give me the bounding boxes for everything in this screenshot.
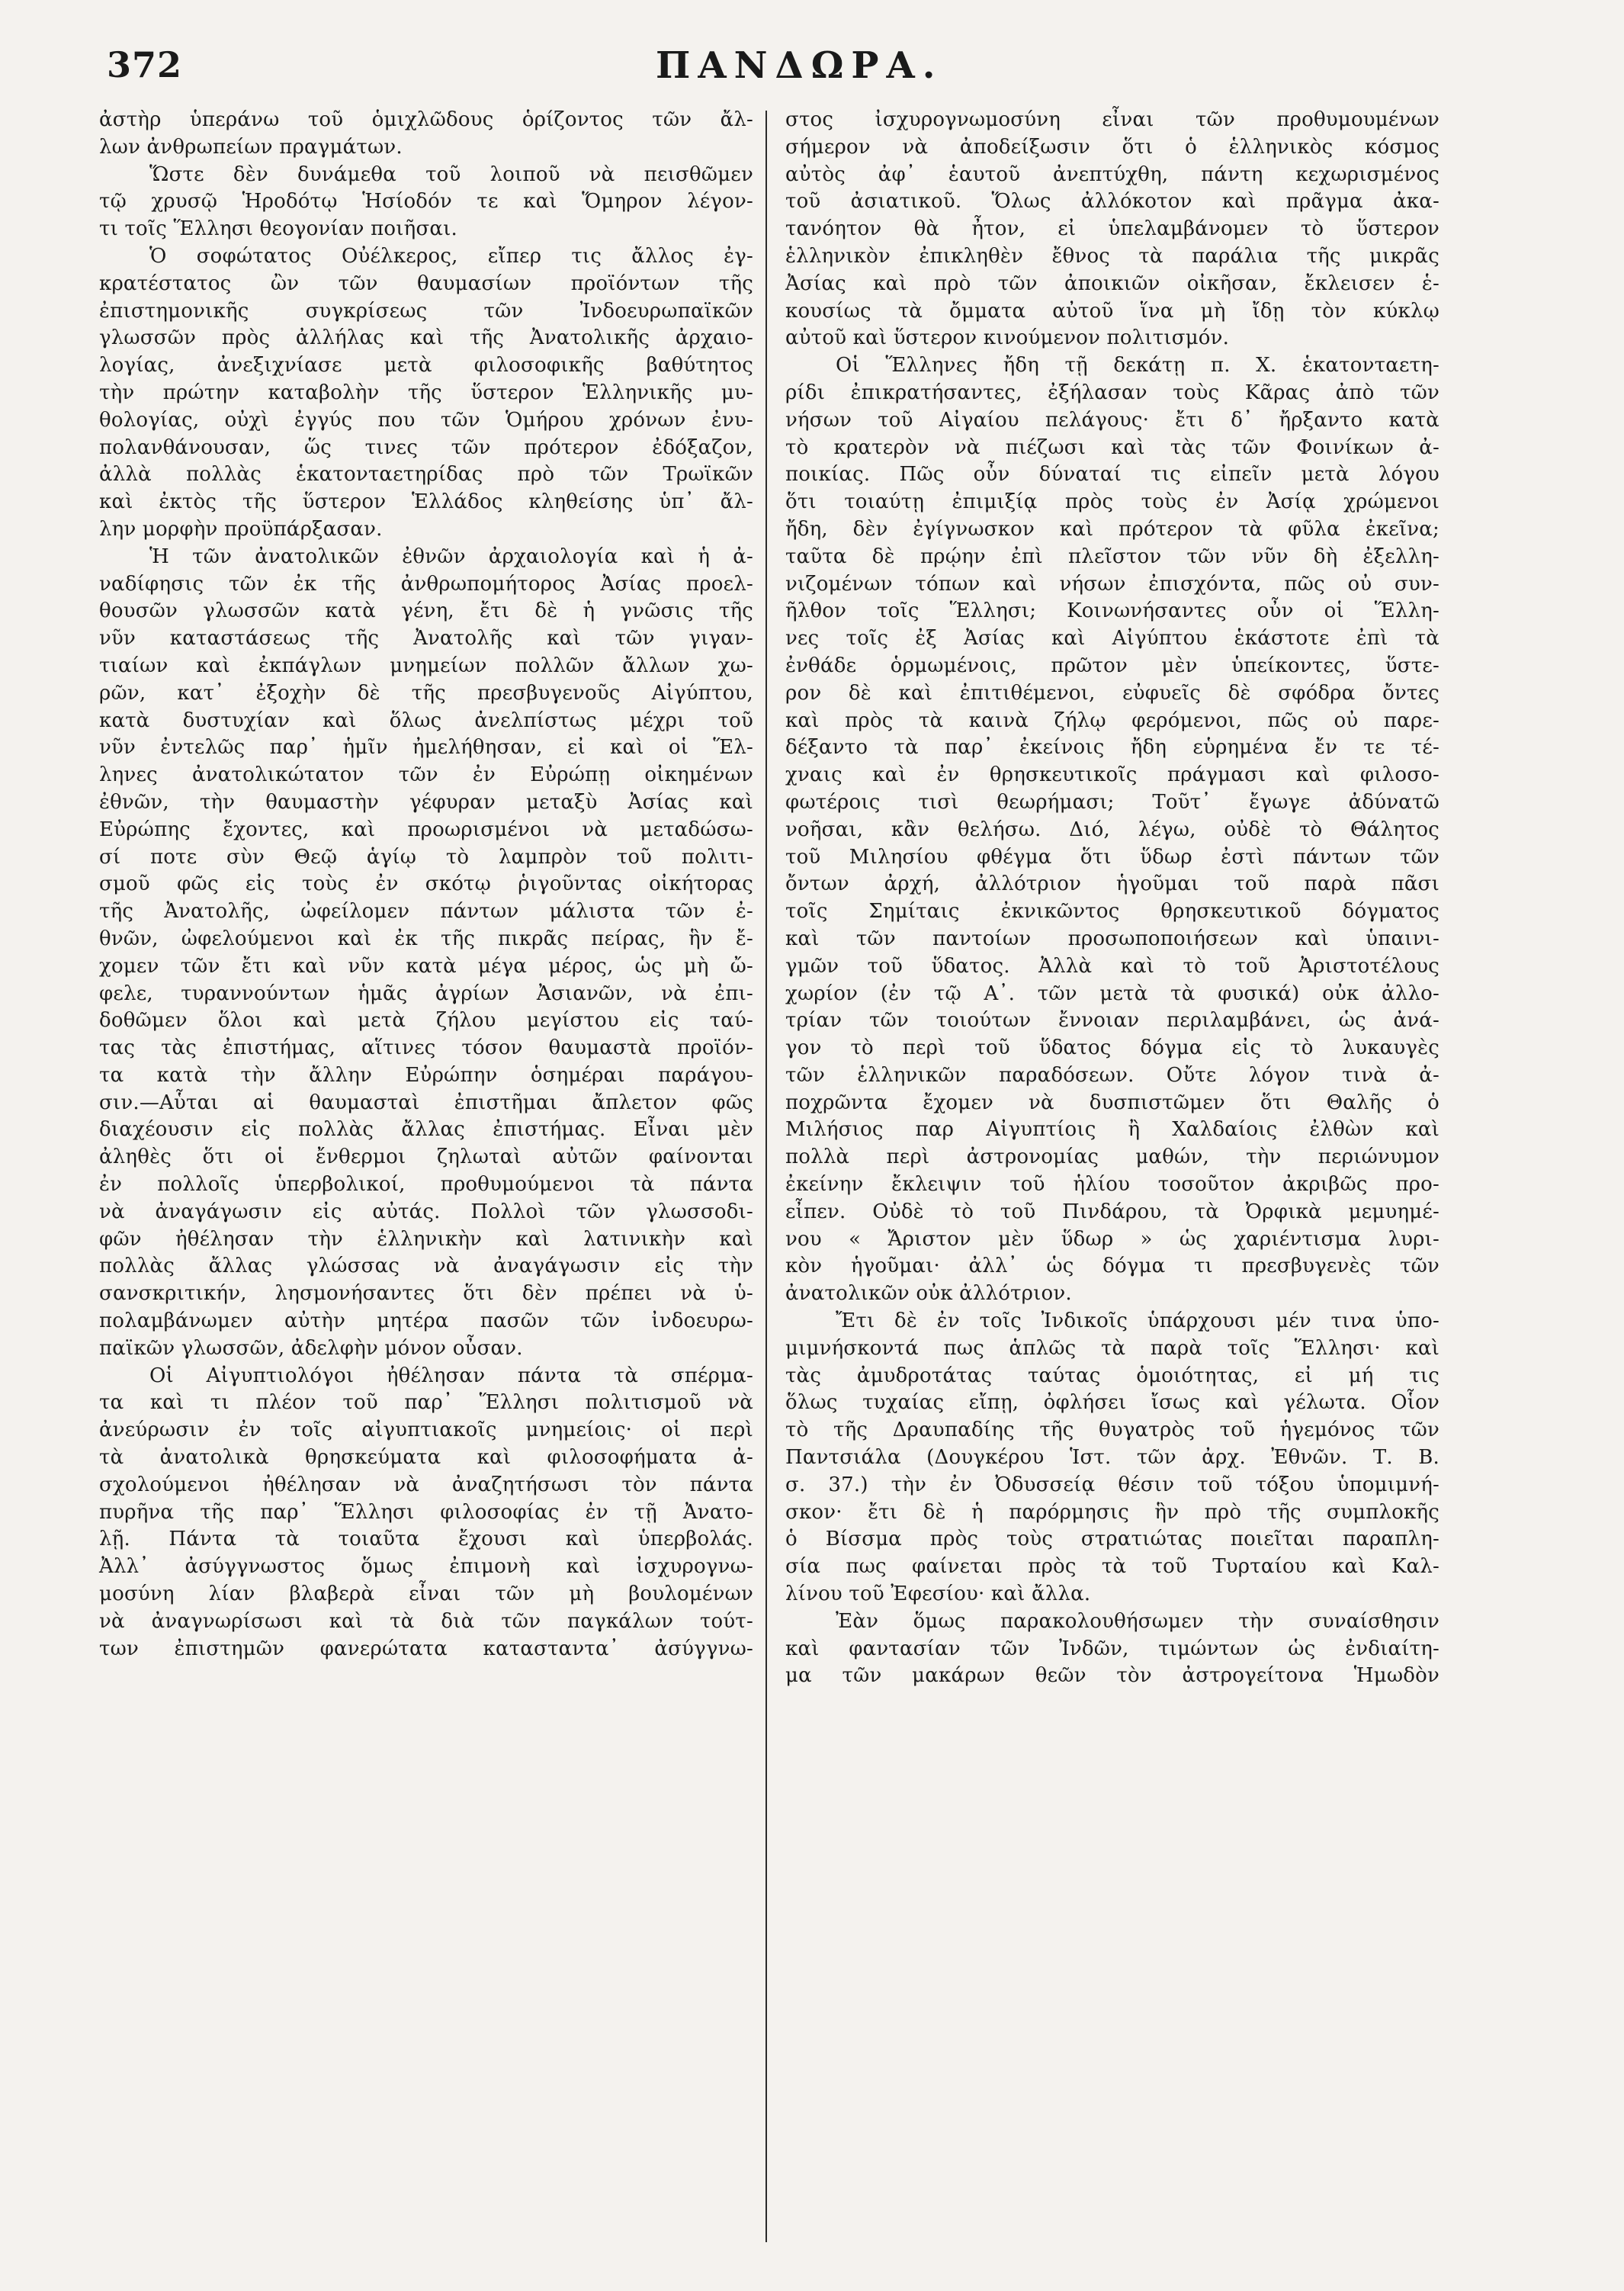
text-line: μιμνήσκοντά πως ἁπλῶς τὰ παρὰ τοῖς Ἕλλησι· καὶ xyxy=(785,1336,1439,1360)
text-line: ναδίφησις τῶν ἐκ τῆς ἀνθρωπομήτορος Ἀσίας προελ- xyxy=(99,572,753,596)
text-line: πολλὰς ἄλλας γλώσσας νὰ ἀναγάγωσιν εἰς τὴν xyxy=(99,1255,753,1278)
text-line: σ. 37.) τὴν ἐν Ὀδυσσείᾳ θέσιν τοῦ τόξου ὑπομιμνή- xyxy=(785,1473,1439,1496)
text-line: φωτέροις τισὶ θεωρήμασι; Τοῦτ᾽ ἔγωγε ἀδύνατῶ xyxy=(785,790,1439,814)
text-line: τανόητον θὰ ἦτον, εἰ ὑπελαμβάνομεν τὸ ὕστερον xyxy=(785,217,1439,241)
text-line: σκον· ἔτι δὲ ἡ παρόρμησις ἣν πρὸ τῆς συμπλοκῆς xyxy=(785,1500,1439,1524)
text-line: θουσῶν γλωσσῶν κατὰ γένη, ἔτι δὲ ἡ γνῶσις τῆς xyxy=(99,599,753,623)
text-line: ρον δὲ καὶ ἐπιτιθέμενοι, εὐφυεῖς δὲ σφόδρα ὄντες xyxy=(785,681,1439,705)
text-line: σχολούμενοι ἠθέλησαν νὰ ἀναζητήσωσι τὸν πάντα xyxy=(99,1473,753,1496)
paragraph xyxy=(99,107,753,162)
text-line: χωρίον (ἐν τῷ Α᾽. τῶν μετὰ τὰ φυσικά) οὐκ ἀλλο- xyxy=(785,982,1439,1005)
paragraph xyxy=(785,107,1439,352)
text-line: ἐνθάδε ὁρμωμένοις, πρῶτον μὲν ὑπείκοντες, ὕστε- xyxy=(785,654,1439,677)
text-line: πολλὰ περὶ ἀστρονομίας μαθών, τὴν περιώνυμον xyxy=(785,1146,1439,1169)
text-line: ἐπιστημονικῆς συγκρίσεως τῶν Ἰνδοευρωπαϊκῶν xyxy=(99,299,753,323)
text-line: ἀλλὰ πολλὰς ἑκατονταετηρίδας πρὸ τῶν Τρωϊκῶν xyxy=(99,463,753,487)
text-line: καὶ ἐκτὸς τῆς ὕστερον Ἑλλάδος κληθείσης ὑπ᾽ ἄλ- xyxy=(99,490,753,514)
text-line: νοῆσαι, κἂν θελήσω. Διό, λέγω, οὐδὲ τὸ Θάλητος xyxy=(785,818,1439,841)
text-line: Οἱ Ἕλληνες ἤδη τῇ δεκάτῃ π. Χ. ἑκατονταετη- xyxy=(836,354,1439,378)
text-line: τας τὰς ἐπιστήμας, αἵτινες τόσον θαυμαστὰ προϊόν- xyxy=(99,1036,753,1060)
text-line: ἀστὴρ ὑπεράνω τοῦ ὁμιχλῶδους ὁρίζοντος τῶν ἄλ- xyxy=(99,108,753,131)
text-line: ἐν πολλοῖς ὑπερβολικοί, προθυμούμενοι τὰ πάντα xyxy=(99,1173,753,1197)
text-line: Παντσιάλα (Δουγκέρου Ἱστ. τῶν ἀρχ. Ἐθνῶν. Τ. Β. xyxy=(785,1446,1439,1470)
text-line: ληνες ἀνατολικώτατον τῶν ἐν Εὐρώπῃ οἰκημένων xyxy=(99,763,753,787)
text-line: κουσίως τὰ ὄμματα αὐτοῦ ἵνα μὴ ἴδῃ τὸν κύκλῳ xyxy=(785,299,1439,323)
paragraph xyxy=(99,243,753,544)
text-line: λίνου τοῦ Ἐφεσίου· καὶ ἄλλα. xyxy=(785,1582,1091,1606)
text-line: φελε, τυραννούντων ἡμᾶς ἀγρίων Ἀσιανῶν, νὰ ἐπι- xyxy=(99,982,753,1005)
text-line: Ἐὰν ὅμως παρακολουθήσωμεν τὴν συναίσθησιν xyxy=(836,1609,1439,1633)
text-line: στος ἰσχυρογνωμοσύνη εἶναι τῶν προθυμουμένων xyxy=(785,108,1439,131)
text-line: Ἀλλ᾽ ἀσύγγνωστος ὅμως ἐπιμονὴ καὶ ἰσχυρογνω- xyxy=(99,1555,753,1579)
text-line: σμοῦ φῶς εἰς τοὺς ἐν σκότῳ ῥιγοῦντας οἰκήτορας xyxy=(99,872,753,896)
text-line: τὴν πρώτην καταβολὴν τῆς ὕστερον Ἑλληνικῆς μυ- xyxy=(99,381,753,404)
right-column xyxy=(785,107,1439,1690)
left-column xyxy=(99,107,753,1663)
text-line: νες τοῖς ἐξ Ἀσίας καὶ Αἰγύπτου ἑκάστοτε ἐπὶ τὰ xyxy=(785,627,1439,651)
text-line: σιν.—Αὗται αἱ θαυμασταὶ ἐπιστῆμαι ἄπλετον φῶς xyxy=(99,1091,753,1114)
text-line: κρατέστατος ὢν τῶν θαυμασίων προϊόντων τῆς xyxy=(99,272,753,295)
paragraph xyxy=(785,1608,1439,1690)
text-line: φῶν ἠθέλησαν τὴν ἑλληνικὴν καὶ λατινικὴν καὶ xyxy=(99,1227,753,1251)
text-line: λῇ. Πάντα τὰ τοιαῦτα ἔχουσι καὶ ὑπερβολάς. xyxy=(99,1528,753,1551)
text-line: τιαίων καὶ ἐκπάγλων μνημείων πολλῶν ἄλλων χω- xyxy=(99,654,753,677)
text-line: μα τῶν μακάρων θεῶν τὸν ἀστρογείτονα Ἡμωδὸν xyxy=(785,1664,1439,1688)
text-line: σήμερον νὰ ἀποδείξωσιν ὅτι ὁ ἑλληνικὸς κόσμος xyxy=(785,135,1439,159)
paragraph xyxy=(99,544,753,1363)
text-line: νήσων τοῦ Αἰγαίου πελάγους· ἔτι δ᾽ ἤρξαντο κατὰ xyxy=(785,408,1439,432)
paragraph xyxy=(99,1363,753,1663)
text-line: τοῦ Μιλησίου φθέγμα ὅτι ὕδωρ ἐστὶ πάντων τῶν xyxy=(785,845,1439,869)
text-line: εἶπεν. Οὐδὲ τὸ τοῦ Πινδάρου, τὰ Ὀρφικὰ μεμυημέ- xyxy=(785,1200,1439,1223)
text-line: τα κατὰ τὴν ἄλλην Εὐρώπην ὁσημέραι παράγου- xyxy=(99,1063,753,1087)
paragraph xyxy=(785,352,1439,1308)
column-divider xyxy=(765,111,767,2242)
text-line: σανσκριτικήν, λησμονήσαντες ὅτι δὲν πρέπει νὰ ὑ- xyxy=(99,1282,753,1306)
paragraph xyxy=(99,162,753,243)
text-line: πυρῆνα τῆς παρ᾽ Ἕλλησι φιλοσοφίας ἐν τῇ Ἀνατο- xyxy=(99,1500,753,1524)
text-line: ἤδη, δὲν ἐγίγνωσκον καὶ πρότερον τὰ φῦλα ἐκεῖνα; xyxy=(785,517,1439,541)
text-line: Ἔτι δὲ ἐν τοῖς Ἰνδικοῖς ὑπάρχουσι μέν τινα ὑπο- xyxy=(836,1309,1439,1333)
paragraph xyxy=(785,1308,1439,1608)
text-line: ποικίας. Πῶς οὖν δύναταί τις εἰπεῖν μετὰ λόγου xyxy=(785,463,1439,487)
text-line: γμῶν τοῦ ὕδατος. Ἀλλὰ καὶ τὸ τοῦ Ἀριστοτέλους xyxy=(785,954,1439,978)
text-line: των ἐπιστημῶν φανερώτατα κατασταντα᾽ ἀσύγγνω- xyxy=(99,1637,753,1660)
text-line: νιζομένων τόπων καὶ νήσων ἐπισχόντα, πῶς οὐ συν- xyxy=(785,572,1439,596)
text-line: Οἱ Αἰγυπτιολόγοι ἠθέλησαν πάντα τὰ σπέρμα- xyxy=(149,1364,753,1387)
text-line: διαχέουσιν εἰς πολλὰς ἄλλας ἐπιστήμας. Εἶναι μὲν xyxy=(99,1118,753,1142)
text-line: ῆλθον τοῖς Ἕλλησι; Κοινωνήσαντες οὖν οἱ Ἕλλη- xyxy=(785,599,1439,623)
text-line: ἑλληνικὸν ἐπικληθὲν ἔθνος τὰ παράλια τῆς μικρᾶς xyxy=(785,244,1439,268)
text-line: ὅτι τοιαύτῃ ἐπιμιξίᾳ πρὸς τοὺς ἐν Ἀσίᾳ χρώμενοι xyxy=(785,490,1439,514)
text-line: χναις καὶ ἐν θρησκευτικοῖς πράγμασι καὶ φιλοσο- xyxy=(785,763,1439,787)
text-line: γλωσσῶν πρὸς ἀλλήλας καὶ τῆς Ἀνατολικῆς ἀρχαιο- xyxy=(99,326,753,350)
text-line: λην μορφὴν προϋπάρξασαν. xyxy=(99,517,383,541)
text-line: τρίαν τῶν τοιούτων ἔννοιαν περιλαμβάνει, ὡς ἀνά- xyxy=(785,1009,1439,1033)
text-line: Εὐρώπης ἔχοντες, καὶ προωρισμένοι νὰ μεταδώσω- xyxy=(99,818,753,841)
text-line: ἐκείνην ἔκλειψιν τοῦ ἡλίου τοσοῦτον ἀκριβῶς προ- xyxy=(785,1173,1439,1197)
text-line: τῆς Ἀνατολῆς, ὠφείλομεν πάντων μάλιστα τῶν ἐ- xyxy=(99,900,753,924)
text-line: αὐτοῦ καὶ ὕστερον κινούμενον πολιτισμόν. xyxy=(785,326,1230,350)
text-line: σία πως φαίνεται πρὸς τὰ τοῦ Τυρταίου καὶ Καλ- xyxy=(785,1555,1439,1579)
text-line: ἐθνῶν, τὴν θαυμαστὴν γέφυραν μεταξὺ Ἀσίας καὶ xyxy=(99,790,753,814)
text-line: νὰ ἀναγάγωσιν εἰς αὐτάς. Πολλοὶ τῶν γλωσσοδι- xyxy=(99,1200,753,1223)
text-line: τὰ ἀνατολικὰ θρησκεύματα καὶ φιλοσοφήματα ἀ- xyxy=(99,1446,753,1470)
text-line: παϊκῶν γλωσσῶν, ἀδελφὴν μόνον οὖσαν. xyxy=(99,1336,523,1360)
text-line: γον τὸ περὶ τοῦ ὕδατος δόγμα εἰς τὸ λυκαυγὲς xyxy=(785,1036,1439,1060)
text-line: τῶν ἑλληνικῶν παραδόσεων. Οὔτε λόγον τινὰ ἀ- xyxy=(785,1063,1439,1087)
text-line: ὅλως τυχαίας εἴπῃ, ὀφλήσει ἴσως καὶ γέλωτα. Οἷον xyxy=(785,1391,1439,1415)
text-line: ρῶν, κατ᾽ ἐξοχὴν δὲ τῆς πρεσβυγενοῦς Αἰγύπτου, xyxy=(99,681,753,705)
text-line: τὰς ἀμυδροτάτας ταύτας ὁμοιότητας, εἰ μή τις xyxy=(785,1364,1439,1387)
text-line: τῷ χρυσῷ Ἡροδότῳ Ἡσίοδόν τε καὶ Ὅμηρον λέγον- xyxy=(99,190,753,214)
text-line: ὁ Βίσσμα πρὸς τοὺς στρατιώτας ποιεῖται παραπλη- xyxy=(785,1528,1439,1551)
text-line: Μιλήσιος παρ Αἰγυπτίοις ἢ Χαλδαίοις ἐλθὼν καὶ xyxy=(785,1118,1439,1142)
text-line: καὶ πρὸς τὰ καινὰ ζήλῳ φερόμενοι, πῶς οὐ παρε- xyxy=(785,709,1439,732)
text-line: καὶ φαντασίαν τῶν Ἰνδῶν, τιμώντων ὡς ἐνδιαίτη- xyxy=(785,1637,1439,1660)
text-line: ταῦτα δὲ πρῴην ἐπὶ πλεῖστον τῶν νῦν δὴ ἐξελλη- xyxy=(785,545,1439,568)
text-line: κατὰ δυστυχίαν καὶ ὅλως ἀνελπίστως μέχρι τοῦ xyxy=(99,709,753,732)
text-line: τι τοῖς Ἕλλησι θεογονίαν ποιῆσαι. xyxy=(99,217,458,241)
text-line: δέξαντο τὰ παρ᾽ ἐκείνοις ἤδη εὑρημένα ἔν τε τέ- xyxy=(785,736,1439,760)
text-line: καὶ τῶν παντοίων προσωποποιήσεων καὶ ὑπαινι- xyxy=(785,927,1439,950)
text-line: νῦν καταστάσεως τῆς Ἀνατολῆς καὶ τῶν γιγαν- xyxy=(99,627,753,651)
text-line: πολανθάνουσαν, ὥς τινες τῶν πρότερον ἐδόξαζον, xyxy=(99,435,753,459)
text-line: τοῦ ἀσιατικοῦ. Ὅλως ἀλλόκοτον καὶ πρᾶγμα ἀκα- xyxy=(785,190,1439,214)
text-line: Ἡ τῶν ἀνατολικῶν ἐθνῶν ἀρχαιολογία καὶ ἡ ἀ- xyxy=(149,545,753,568)
text-line: Ὥστε δὲν δυνάμεθα τοῦ λοιποῦ νὰ πεισθῶμεν xyxy=(149,162,753,186)
text-line: ἀνεύρωσιν ἐν τοῖς αἰγυπτιακοῖς μνημείοις· οἱ περὶ xyxy=(99,1419,753,1442)
text-line: αὐτὸς ἀφ᾽ ἑαυτοῦ ἀνεπτύχθη, πάντη κεχωρισμένος xyxy=(785,162,1439,186)
text-line: ποχρῶντα ἔχομεν νὰ δυσπιστῶμεν ὅτι Θαλῆς ὁ xyxy=(785,1091,1439,1114)
text-line: πολαμβάνωμεν αὐτὴν μητέρα πασῶν τῶν ἰνδοευρω- xyxy=(99,1309,753,1333)
text-line: χομεν τῶν ἔτι καὶ νῦν κατὰ μέγα μέρος, ὡς μὴ ὤ- xyxy=(99,954,753,978)
text-line: ὄντων ἀρχή, ἀλλότριον ἡγοῦμαι τοῦ παρὰ πᾶσι xyxy=(785,872,1439,896)
text-line: ρίδι ἐπικρατήσαντες, ἐξήλασαν τοὺς Κᾶρας ἀπὸ τῶν xyxy=(785,381,1439,404)
text-line: λογίας, ἀνεξιχνίασε μετὰ φιλοσοφικῆς βαθύτητος xyxy=(99,354,753,378)
text-line: ἀνατολικῶν οὐκ ἀλλότριον. xyxy=(785,1282,1072,1306)
text-line: κὸν ἡγοῦμαι· ἀλλ᾽ ὡς δόγμα τι πρεσβυγενὲς τῶν xyxy=(785,1255,1439,1278)
text-line: θολογίας, οὐχὶ ἐγγύς που τῶν Ὁμήρου χρόνων ἐνυ- xyxy=(99,408,753,432)
running-title: ΠΑΝΔΩΡΑ. xyxy=(656,44,943,87)
text-line: τὸ κρατερὸν νὰ πιέζωσι καὶ τὰς τῶν Φοινίκων ἀ- xyxy=(785,435,1439,459)
text-line: νου « Ἄριστον μὲν ὕδωρ » ὡς χαριέντισμα λυρι- xyxy=(785,1227,1439,1251)
text-line: τὸ τῆς Δραυπαδίης τῆς θυγατρὸς τοῦ ἡγεμόνος τῶν xyxy=(785,1419,1439,1442)
text-line: δοθῶμεν ὅλοι καὶ μετὰ ζήλου μεγίστου εἰς ταύ- xyxy=(99,1009,753,1033)
text-line: Ἀσίας καὶ πρὸ τῶν ἀποικιῶν οἰκῆσαν, ἔκλεισεν ἑ- xyxy=(785,272,1439,295)
text-line: λων ἀνθρωπείων πραγμάτων. xyxy=(99,135,403,159)
page-header xyxy=(107,38,1456,99)
text-line: μοσύνη λίαν βλαβερὰ εἶναι τῶν μὴ βουλομένων xyxy=(99,1582,753,1606)
text-line: νῦν ἐντελῶς παρ᾽ ἡμῖν ἠμελήθησαν, εἰ καὶ οἱ Ἕλ- xyxy=(99,736,753,760)
text-line: τα καὶ τι πλέον τοῦ παρ᾽ Ἕλλησι πολιτισμοῦ νὰ xyxy=(99,1391,753,1415)
text-line: τοῖς Σημίταις ἐκνικῶντος θρησκευτικοῦ δόγματος xyxy=(785,900,1439,924)
page-number: 372 xyxy=(107,44,183,85)
text-line: σί ποτε σὺν Θεῷ ἁγίῳ τὸ λαμπρὸν τοῦ πολιτι- xyxy=(99,845,753,869)
text-line: θνῶν, ὠφελούμενοι καὶ ἐκ τῆς πικρᾶς πείρας, ἣν ἔ- xyxy=(99,927,753,950)
text-line: ἀληθὲς ὅτι οἱ ἔνθερμοι ζηλωταὶ αὐτῶν φαίνονται xyxy=(99,1146,753,1169)
text-line: Ὁ σοφώτατος Οὐέλκερος, εἴπερ τις ἄλλος ἐγ- xyxy=(149,244,753,268)
text-line: νὰ ἀναγνωρίσωσι καὶ τὰ διὰ τῶν παγκάλων τούτ- xyxy=(99,1609,753,1633)
